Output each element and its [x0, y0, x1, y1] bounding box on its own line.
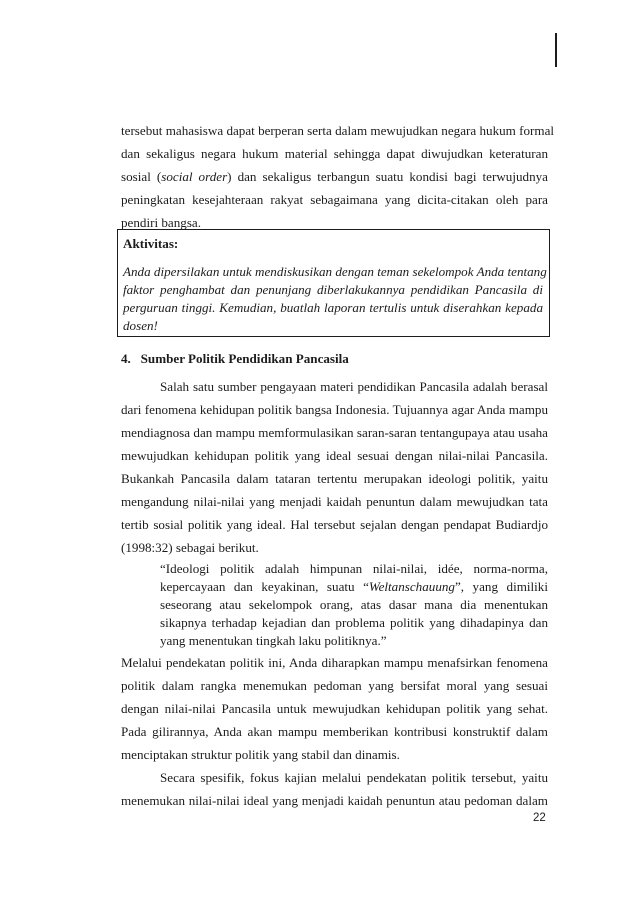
quote-line: sikapnya terhadap kejadian dan problema politik yang dihadapinya dan [160, 615, 548, 630]
paragraph-pendekatan [121, 651, 548, 766]
text-line: pendiri bangsa. [121, 215, 201, 230]
text-line: dan sekaligus negara hukum material sehingga dapat diwujudkan keteraturan [121, 146, 548, 161]
quote-line: yang menentukan tingkah laku politiknya.” [160, 633, 387, 648]
page-number: 22 [533, 812, 546, 824]
italic-term: Weltanschauung [368, 579, 455, 594]
text-line: Bukankah Pancasila dalam tataran tertentu merupakan ideologi politik, yaitu [121, 471, 548, 486]
activity-line: dosen! [123, 318, 158, 333]
text-line: sosial (social order) dan sekaligus terbangun suatu kondisi bagi terwujudnya [121, 169, 548, 184]
paragraph-intro [121, 119, 555, 234]
paragraph-politik [121, 375, 548, 559]
activity-box [117, 229, 550, 337]
header-rule [555, 33, 557, 67]
paragraph-spesifik [121, 766, 548, 812]
quote-line: kepercayaan dan keyakinan, suatu “Weltanschauung”, yang dimiliki [160, 579, 548, 594]
activity-title: Aktivitas: [123, 236, 179, 251]
quote-line: “Ideologi politik adalah himpunan nilai-nilai, idée, norma-norma, [160, 561, 548, 576]
text-line: menemukan nilai-nilai ideal yang menjadi kaidah penuntun atau pedoman dalam [121, 793, 548, 808]
text-line: politik dalam rangka menemukan pedoman yang bersifat moral yang sesuai [121, 678, 548, 693]
text-line: dari fenomena kehidupan politik bangsa Indonesia. Tujuannya agar Anda mampu [121, 402, 548, 417]
text-line: Pada gilirannya, Anda akan mampu memberikan kontribusi konstruktif dalam [121, 724, 548, 739]
text-line: menciptakan struktur politik yang stabil dan dinamis. [121, 747, 400, 762]
text-line: dengan nilai-nilai Pancasila untuk mewujudkan kehidupan politik yang sehat. [121, 701, 548, 716]
text-line: peningkatan kesejahteraan rakyat sebagaimana yang dicita-citakan oleh para [121, 192, 548, 207]
italic-term: social order [161, 169, 228, 184]
text-line: Secara spesifik, fokus kajian melalui pendekatan politik tersebut, yaitu [160, 770, 548, 785]
block-quote [160, 560, 548, 650]
activity-line: Anda dipersilakan untuk mendiskusikan dengan teman sekelompok Anda tentang [123, 264, 547, 279]
activity-line: faktor penghambat dan penunjang diberlakukannya pendidikan Pancasila di [123, 282, 543, 297]
section-heading: 4. Sumber Politik Pendidikan Pancasila [121, 351, 349, 366]
text-line: Salah satu sumber pengayaan materi pendidikan Pancasila adalah berasal [160, 379, 548, 394]
text-line: mengandung nilai-nilai yang menjadi kaidah penuntun dalam mewujudkan tata [121, 494, 548, 509]
quote-line: seseorang atau sekelompok orang, atas dasar mana dia menentukan [160, 597, 548, 612]
text-line: mendiagnosa dan mampu memformulasikan saran-saran tentangupaya atau usaha [121, 425, 548, 440]
activity-text [123, 263, 547, 335]
text-line: tertib sosial politik yang ideal. Hal tersebut sejalan dengan pendapat Budiardjo [121, 517, 548, 532]
text-line: mewujudkan kehidupan politik yang ideal sesuai dengan nilai-nilai Pancasila. [121, 448, 548, 463]
text-line: tersebut mahasiswa dapat berperan serta dalam mewujudkan negara hukum formal [121, 123, 555, 138]
activity-line: perguruan tinggi. Kemudian, buatlah laporan tertulis untuk diserahkan kepada [123, 300, 543, 315]
text-line: Melalui pendekatan politik ini, Anda diharapkan mampu menafsirkan fenomena [121, 655, 548, 670]
text-line: (1998:32) sebagai berikut. [121, 540, 259, 555]
